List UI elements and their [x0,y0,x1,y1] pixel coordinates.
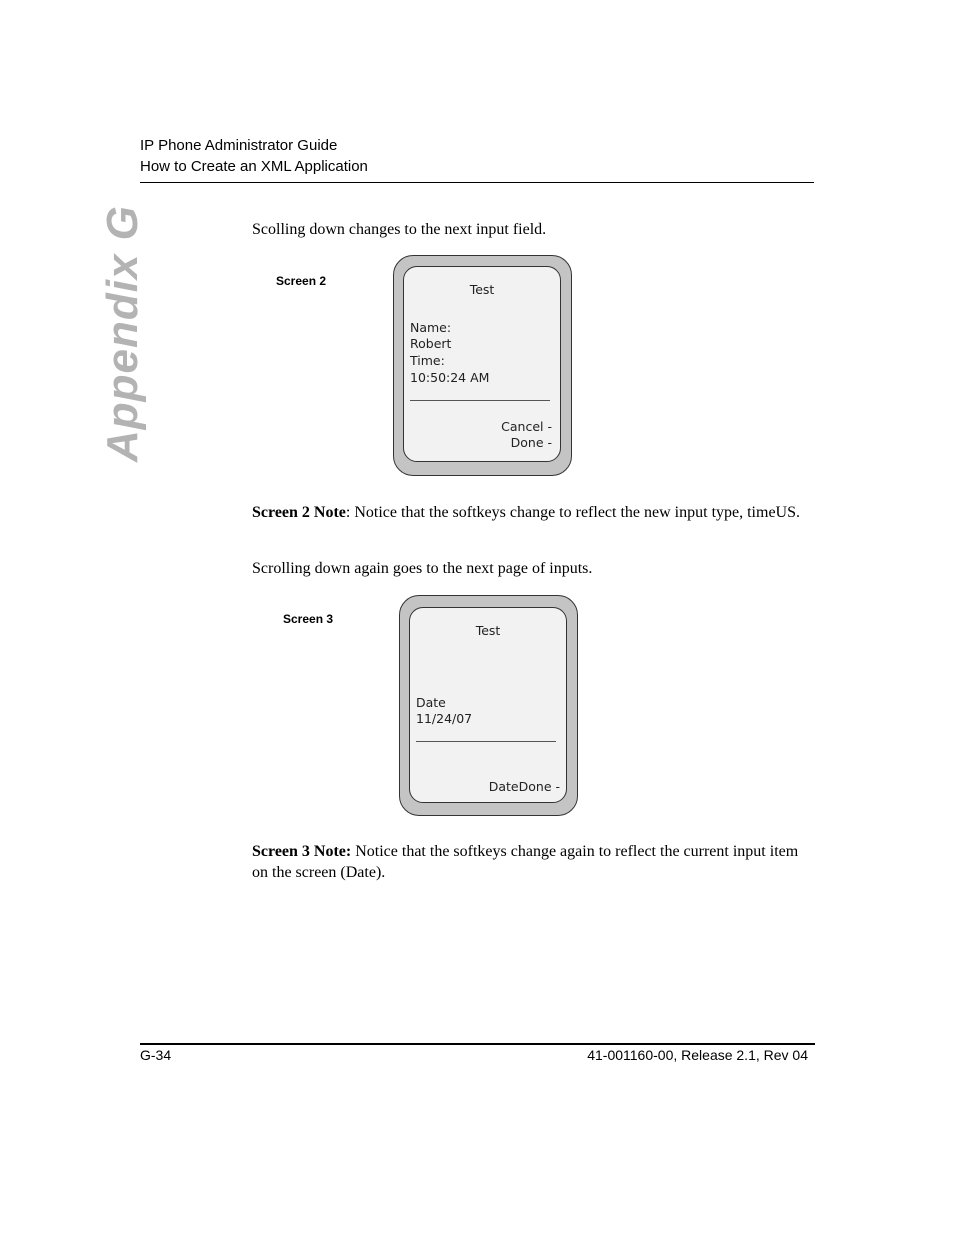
screen3-label: Screen 3 [283,612,334,626]
screen3-display [409,607,567,803]
screen2-title: Test [469,282,495,297]
screen2-note [252,502,812,523]
document-number: 41-001160-00, Release 2.1, Rev 04 [587,1047,808,1063]
screen2-note-heading: Screen 2 Note [252,504,346,521]
intro-paragraph: Scolling down changes to the next input field. [252,221,547,238]
screen2-input-underline [410,400,550,401]
screen2-line: Name: [410,320,452,335]
screen2-line: Time: [410,353,445,368]
screen3-title: Test [475,623,501,638]
screen3-note [252,841,812,883]
page-number: G-34 [140,1047,172,1063]
screen2-softkey-done[interactable]: Done - [510,435,552,450]
running-header [140,135,368,177]
header-section-title: How to Create an XML Application [140,158,368,175]
screen3-note-text: Notice that the softkeys change again to reflect the current input item on the screen (Date). [252,843,799,881]
screen3-line: Date [416,695,446,710]
appendix-side-tab: Appendix G [98,205,147,462]
screen3-softkey-datedone[interactable]: DateDone - [488,779,560,794]
screen3-note-heading: Screen 3 Note: [252,843,352,860]
header-guide-title: IP Phone Administrator Guide [140,137,338,154]
screen3-input-underline [416,741,556,742]
scroll-paragraph: Scrolling down again goes to the next page of inputs. [252,560,593,577]
screen2-display [403,266,561,462]
screen3-line: 11/24/07 [416,711,473,726]
screen3-phone-bezel [399,595,578,816]
screen2-label: Screen 2 [276,274,327,288]
screen2-phone-bezel [393,255,572,476]
screen2-line: Robert [410,336,452,351]
screen2-line: 10:50:24 AM [410,370,490,385]
header-rule [140,182,814,183]
screen2-softkey-cancel[interactable]: Cancel - [501,419,552,434]
footer-rule [140,1043,815,1045]
screen2-note-text: : Notice that the softkeys change to reflect the new input type, timeUS. [345,504,800,521]
